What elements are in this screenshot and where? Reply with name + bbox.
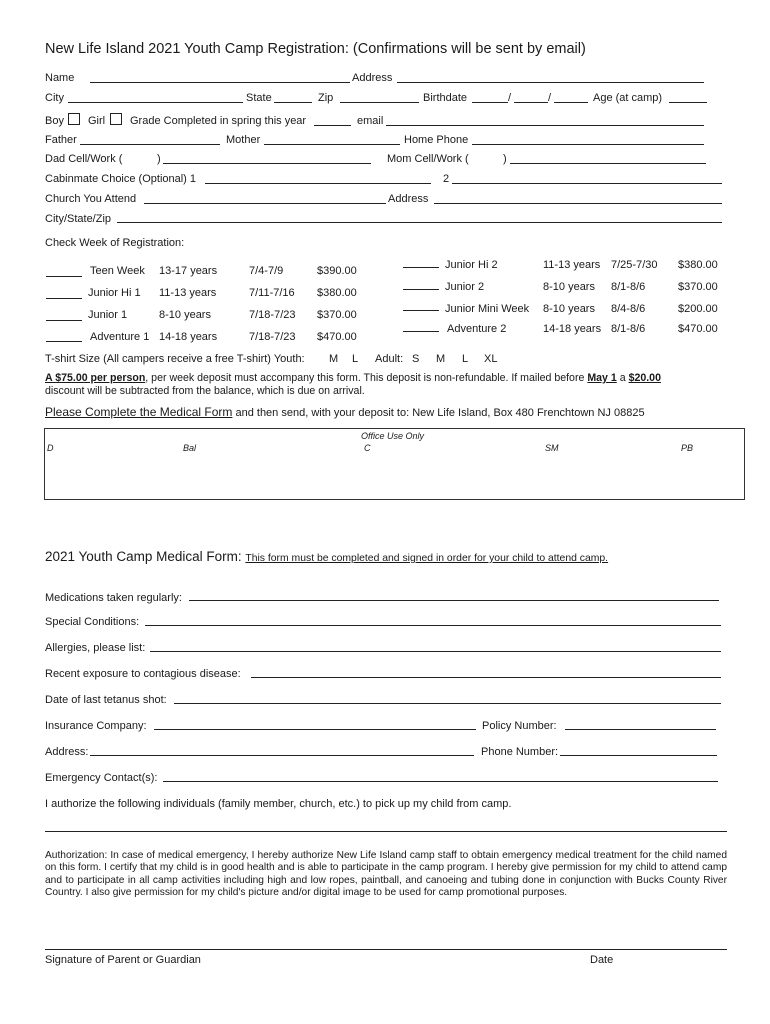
address-field[interactable] [397, 82, 704, 83]
office-sm-label: SM [545, 443, 559, 453]
week-dates: 7/18-7/23 [249, 309, 296, 321]
week-price: $470.00 [317, 331, 357, 343]
mother-label: Mother [226, 134, 261, 146]
week-ages: 13-17 years [159, 265, 218, 277]
signature-field[interactable] [45, 949, 727, 950]
office-c-label: C [364, 443, 371, 453]
office-pb-label: PB [681, 443, 694, 453]
office-use-title: Office Use Only [361, 431, 425, 441]
deposit-discount: $20.00 [628, 372, 661, 384]
church-address-label: Address [388, 193, 429, 205]
tshirt-youth-m[interactable]: M [329, 353, 339, 365]
tshirt-label: T-shirt Size (All campers receive a free T-shirt) Youth: [45, 353, 305, 365]
medical-subtitle: This form must be completed and signed in order for your child to attend camp. [245, 553, 609, 564]
medical-title-line [45, 549, 608, 564]
date-label: Date [590, 954, 614, 966]
week-checkline[interactable] [403, 331, 439, 332]
office-bal-label: Bal [183, 443, 197, 453]
deposit-amount: A $75.00 per person [45, 372, 146, 384]
pickup-field[interactable] [45, 831, 727, 832]
authorization-paragraph: Authorization: In case of medical emergency, I hereby authorize New Life Island camp staff to obtain emergency medical treatment for the child named on this form. I certify that my child is in good health and is able to participate in the camp program. I hereby give permission for my child to attend camp and to participate in all camp activities including high and low ropes, paintball, and canoeing and tubing done in conjunction with Bucks County River Country. I also give permission for my child's picture and/or digital image to be used for camp promotional purposes. [45, 850, 727, 899]
zip-field[interactable] [340, 102, 419, 103]
church-label: Church You Attend [45, 193, 137, 205]
home-phone-label: Home Phone [404, 134, 469, 146]
week-name: Junior Hi 1 [88, 287, 141, 299]
age-field[interactable] [669, 102, 707, 103]
mother-field[interactable] [264, 144, 400, 145]
cabinmate-1-field[interactable] [205, 183, 431, 184]
name-field[interactable] [90, 82, 350, 83]
week-ages: 8-10 years [159, 309, 211, 321]
exposure-field[interactable] [251, 677, 721, 678]
name-label: Name [45, 72, 75, 84]
medical-note [45, 405, 645, 419]
emergency-label: Emergency Contact(s): [45, 772, 158, 784]
city-label: City [45, 92, 64, 104]
church-field[interactable] [144, 203, 386, 204]
city-field[interactable] [68, 102, 243, 103]
page-title: New Life Island 2021 Youth Camp Registration: (Confirmations will be sent by email) [45, 41, 586, 57]
boy-checkbox[interactable] [68, 113, 80, 125]
deposit-text: , per week deposit must accompany this form. This deposit is non-refundable. If mailed before [145, 372, 588, 384]
medical-form-link[interactable]: Please Complete the Medical Form [45, 405, 233, 419]
week-name: Teen Week [90, 265, 145, 277]
address-label: Address [352, 72, 393, 84]
week-checkline[interactable] [46, 320, 82, 321]
week-dates: 7/11-7/16 [249, 287, 295, 299]
dad-cell-field[interactable] [163, 163, 371, 164]
tshirt-adult-l[interactable]: L [462, 353, 469, 365]
city-state-zip-label: City/State/Zip [45, 213, 112, 225]
tetanus-label: Date of last tetanus shot: [45, 694, 167, 706]
tshirt-adult-m[interactable]: M [436, 353, 446, 365]
deposit-line-2: discount will be subtracted from the balance, which is due on arrival. [45, 385, 365, 397]
email-field[interactable] [386, 125, 704, 126]
week-dates: 7/4-7/9 [249, 265, 284, 277]
week-name: Adventure 2 [447, 323, 507, 335]
week-checkline[interactable] [46, 298, 82, 299]
birthdate-slash: / [548, 92, 552, 104]
deposit-text: a [616, 372, 629, 384]
state-label: State [246, 92, 272, 104]
girl-label: Girl [88, 115, 106, 127]
cabinmate-2-field[interactable] [452, 183, 722, 184]
father-label: Father [45, 134, 77, 146]
birthdate-day-field[interactable] [514, 102, 548, 103]
medical-address-field[interactable] [90, 755, 474, 756]
tshirt-adult-xl[interactable]: XL [484, 353, 498, 365]
grade-field[interactable] [314, 125, 351, 126]
boy-label: Boy [45, 115, 64, 127]
home-phone-field[interactable] [472, 144, 704, 145]
week-name: Adventure 1 [90, 331, 150, 343]
tshirt-adult-s[interactable]: S [412, 353, 420, 365]
week-ages: 8-10 years [543, 281, 595, 293]
insurance-label: Insurance Company: [45, 720, 147, 732]
week-checkline[interactable] [403, 267, 439, 268]
tshirt-adult-label: Adult: [375, 353, 404, 365]
week-price: $380.00 [678, 259, 718, 271]
weeks-heading: Check Week of Registration: [45, 237, 185, 249]
special-conditions-label: Special Conditions: [45, 616, 140, 628]
deposit-date: May 1 [587, 372, 617, 384]
week-price: $370.00 [317, 309, 357, 321]
week-price: $200.00 [678, 303, 718, 315]
phone-label: Phone Number: [481, 746, 559, 758]
birthdate-slash: / [508, 92, 512, 104]
week-checkline[interactable] [403, 310, 439, 311]
grade-label: Grade Completed in spring this year [130, 115, 307, 127]
zip-label: Zip [318, 92, 334, 104]
dad-cell-label: Dad Cell/Work ( [45, 153, 123, 165]
week-ages: 14-18 years [543, 323, 602, 335]
medical-address-label: Address: [45, 746, 89, 758]
medical-note-text: and then send, with your deposit to: New Life Island, Box 480 Frenchtown NJ 08825 [232, 407, 645, 419]
week-name: Junior 1 [88, 309, 128, 321]
emergency-field[interactable] [163, 781, 718, 782]
week-name: Junior Mini Week [445, 303, 530, 315]
father-field[interactable] [80, 144, 220, 145]
week-ages: 14-18 years [159, 331, 218, 343]
policy-field[interactable] [565, 729, 716, 730]
email-label: email [357, 115, 384, 127]
phone-field[interactable] [560, 755, 717, 756]
week-checkline[interactable] [46, 341, 82, 342]
city-state-zip-field[interactable] [117, 222, 722, 223]
church-address-field[interactable] [434, 203, 722, 204]
insurance-field[interactable] [154, 729, 476, 730]
week-dates: 7/18-7/23 [249, 331, 296, 343]
policy-label: Policy Number: [482, 720, 557, 732]
week-name: Junior Hi 2 [445, 259, 498, 271]
week-dates: 8/1-8/6 [611, 323, 646, 335]
girl-checkbox[interactable] [110, 113, 122, 125]
week-price: $390.00 [317, 265, 357, 277]
week-ages: 11-13 years [543, 259, 601, 271]
week-checkline[interactable] [403, 289, 439, 290]
cabinmate-2-label: 2 [443, 173, 450, 185]
week-price: $370.00 [678, 281, 718, 293]
mom-cell-paren: ) [503, 153, 507, 165]
birthdate-year-field[interactable] [554, 102, 588, 103]
deposit-line [45, 372, 661, 384]
week-dates: 8/1-8/6 [611, 281, 646, 293]
pickup-authorization-text: I authorize the following individuals (family member, church, etc.) to pick up my child from camp. [45, 798, 512, 810]
week-ages: 11-13 years [159, 287, 217, 299]
medications-field[interactable] [189, 600, 719, 601]
week-price: $470.00 [678, 323, 718, 335]
exposure-label: Recent exposure to contagious disease: [45, 668, 241, 680]
birthdate-month-field[interactable] [472, 102, 508, 103]
week-dates: 7/25-7/30 [611, 259, 658, 271]
week-checkline[interactable] [46, 276, 82, 277]
week-name: Junior 2 [445, 281, 485, 293]
special-conditions-field[interactable] [145, 625, 721, 626]
cabinmate-label: Cabinmate Choice (Optional) 1 [45, 173, 197, 185]
office-d-label: D [47, 443, 54, 453]
mom-cell-label: Mom Cell/Work ( [387, 153, 469, 165]
tetanus-field[interactable] [174, 703, 721, 704]
tshirt-youth-l[interactable]: L [352, 353, 359, 365]
mom-cell-field[interactable] [510, 163, 706, 164]
birthdate-label: Birthdate [423, 92, 468, 104]
allergies-label: Allergies, please list: [45, 642, 146, 654]
medications-label: Medications taken regularly: [45, 592, 182, 604]
signature-label: Signature of Parent or Guardian [45, 954, 201, 966]
age-label: Age (at camp) [593, 92, 663, 104]
week-price: $380.00 [317, 287, 357, 299]
week-dates: 8/4-8/6 [611, 303, 646, 315]
allergies-field[interactable] [150, 651, 721, 652]
medical-title: 2021 Youth Camp Medical Form: [45, 549, 242, 564]
dad-cell-paren: ) [157, 153, 161, 165]
state-field[interactable] [274, 102, 312, 103]
week-ages: 8-10 years [543, 303, 595, 315]
office-use-box [44, 428, 745, 500]
